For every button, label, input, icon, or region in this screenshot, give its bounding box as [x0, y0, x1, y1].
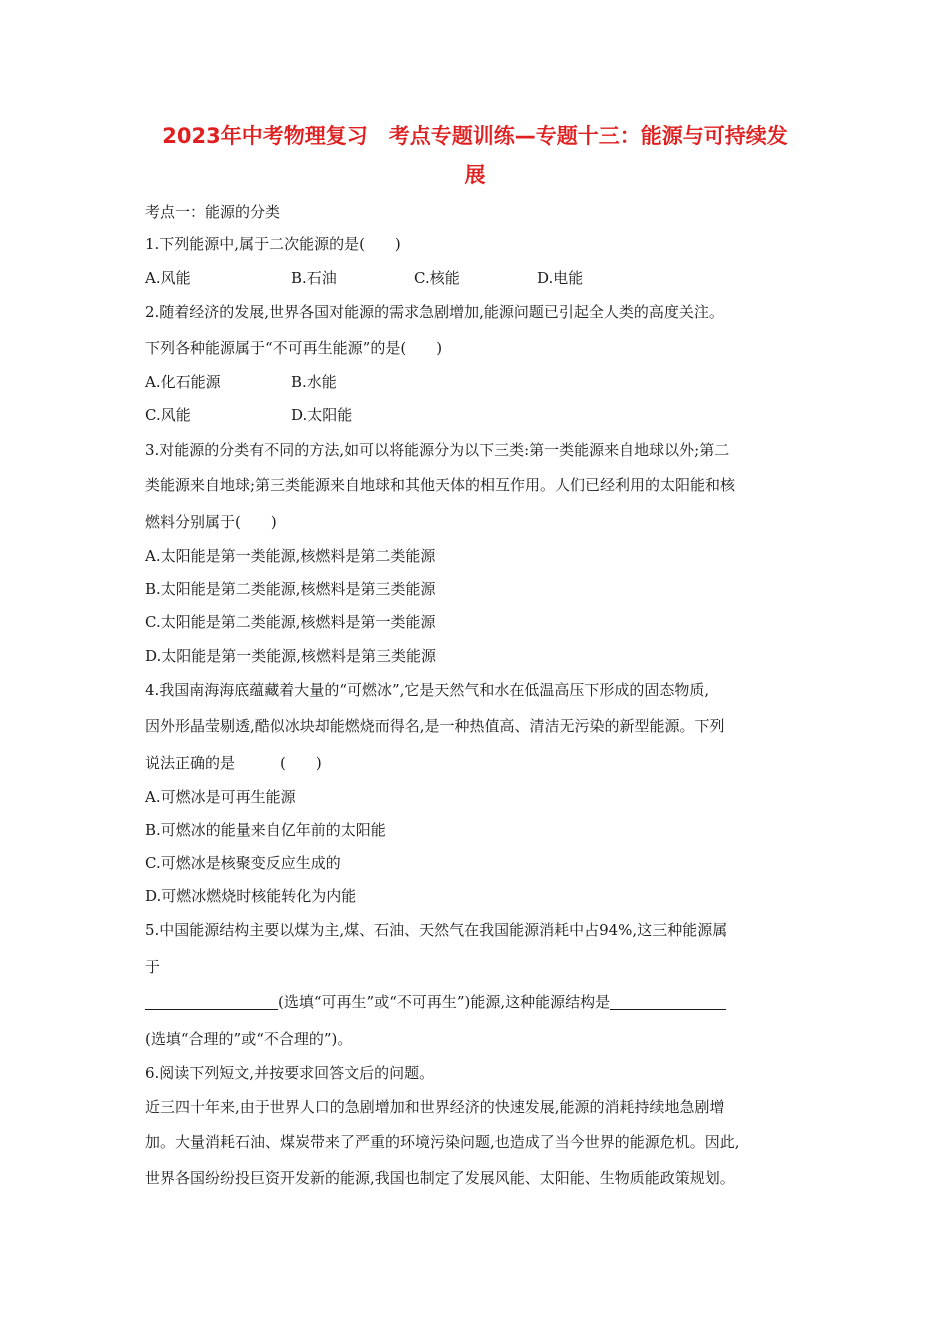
question-5-stem-line-2: 于 — [145, 958, 161, 976]
document-title-line-2: 展 — [464, 163, 486, 187]
question-3-option-a: A.太阳能是第一类能源,核燃料是第二类能源 — [145, 547, 436, 565]
question-1-option-c: C.核能 — [414, 269, 460, 287]
question-3-stem-line-1: 3.对能源的分类有不同的方法,如可以将能源分为以下三类:第一类能源来自地球以外;第二 — [145, 441, 730, 459]
question-3-stem-line-2: 类能源来自地球;第三类能源来自地球和其他天体的相互作用。人们已经利用的太阳能和核 — [145, 476, 736, 494]
section-heading: 考点一：能源的分类 — [145, 203, 281, 221]
question-3-option-b: B.太阳能是第二类能源,核燃料是第三类能源 — [145, 580, 436, 598]
question-3-stem-line-3: 燃料分别属于( ) — [145, 513, 277, 531]
question-2-option-c: C.风能 — [145, 406, 191, 424]
question-4-stem-line-3: 说法正确的是 ( ) — [145, 754, 322, 772]
question-3-option-d: D.太阳能是第一类能源,核燃料是第三类能源 — [145, 647, 437, 665]
question-2-option-b: B.水能 — [291, 373, 337, 391]
answer-blank-1[interactable] — [145, 993, 278, 1010]
question-4-option-c: C.可燃冰是核聚变反应生成的 — [145, 854, 341, 872]
question-1-option-a: A.风能 — [145, 269, 191, 287]
question-2-stem-line-2: 下列各种能源属于“不可再生能源”的是( ) — [145, 339, 443, 357]
question-2-stem-line-1: 2.随着经济的发展,世界各国对能源的需求急剧增加,能源问题已引起全人类的高度关注。 — [145, 303, 724, 321]
question-6-stem: 6.阅读下列短文,并按要求回答文后的问题。 — [145, 1064, 435, 1082]
question-2-option-d: D.太阳能 — [291, 406, 353, 424]
document-title-line-1: 2023年中考物理复习 考点专题训练—专题十三：能源与可持续发 — [162, 124, 788, 148]
question-1-option-b: B.石油 — [291, 269, 337, 287]
question-5-stem-line-1: 5.中国能源结构主要以煤为主,煤、石油、天然气在我国能源消耗中占94%,这三种能源属 — [145, 921, 728, 939]
question-6-passage-line-2: 加。大量消耗石油、煤炭带来了严重的环境污染问题,也造成了当今世界的能源危机。因此, — [145, 1133, 740, 1151]
question-1-stem: 1.下列能源中,属于二次能源的是( ) — [145, 235, 401, 253]
question-4-option-b: B.可燃冰的能量来自亿年前的太阳能 — [145, 821, 386, 839]
question-2-option-a: A.化石能源 — [145, 373, 221, 391]
question-5-stem-line-4: (选填“合理的”或“不合理的”)。 — [145, 1030, 353, 1048]
question-3-option-c: C.太阳能是第二类能源,核燃料是第一类能源 — [145, 613, 436, 631]
question-1-option-d: D.电能 — [537, 269, 584, 287]
question-6-passage-line-1: 近三四十年来,由于世界人口的急剧增加和世界经济的快速发展,能源的消耗持续地急剧增 — [145, 1098, 725, 1116]
question-4-option-a: A.可燃冰是可再生能源 — [145, 788, 296, 806]
question-5-fill-line — [145, 992, 726, 1012]
answer-blank-2[interactable] — [610, 993, 726, 1010]
question-4-stem-line-2: 因外形晶莹剔透,酷似冰块却能燃烧而得名,是一种热值高、清洁无污染的新型能源。下列 — [145, 717, 725, 735]
question-6-passage-line-3: 世界各国纷纷投巨资开发新的能源,我国也制定了发展风能、太阳能、生物质能政策规划。 — [145, 1169, 735, 1187]
question-4-option-d: D.可燃冰燃烧时核能转化为内能 — [145, 887, 357, 905]
question-4-stem-line-1: 4.我国南海海底蕴藏着大量的“可燃冰”,它是天然气和水在低温高压下形成的固态物质, — [145, 681, 710, 699]
question-5-fill-mid: (选填“可再生”或“不可再生”)能源,这种能源结构是 — [278, 993, 611, 1011]
